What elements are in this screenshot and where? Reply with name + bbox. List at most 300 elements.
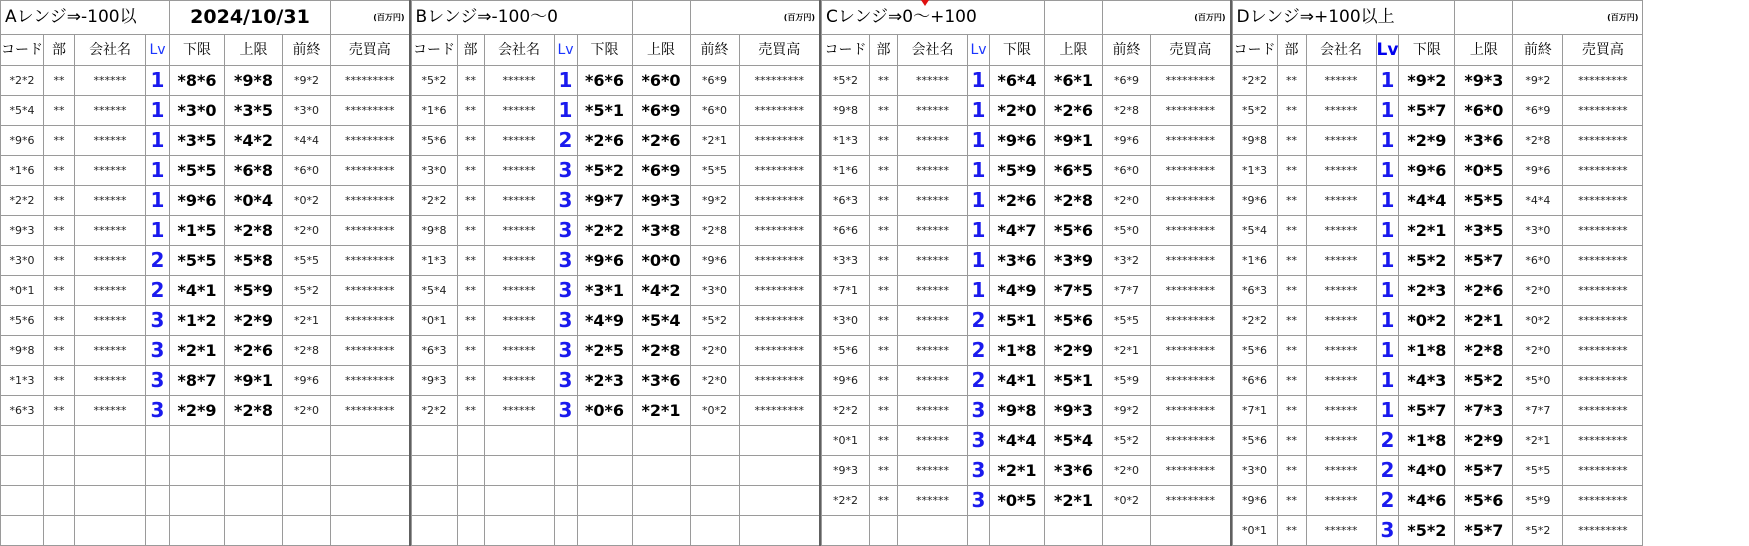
cell-prev-close[interactable]: *0*2	[690, 396, 739, 426]
empty-cell[interactable]	[739, 426, 820, 456]
cell-company[interactable]: ******	[898, 156, 968, 186]
cell-code[interactable]: *9*3	[411, 366, 457, 396]
cell-upper[interactable]: *7*3	[1455, 396, 1513, 426]
cell-volume[interactable]: *********	[1151, 486, 1231, 516]
cell-upper[interactable]: *2*9	[1045, 336, 1103, 366]
cell-lv[interactable]: 3	[554, 366, 577, 396]
empty-cell[interactable]	[225, 516, 283, 546]
cell-prev-close[interactable]: *6*0	[1513, 246, 1563, 276]
column-header-lower[interactable]: 下限	[1399, 35, 1455, 66]
column-header-code[interactable]: コード	[822, 35, 870, 66]
empty-cell[interactable]	[1045, 1, 1103, 35]
empty-cell[interactable]	[632, 456, 690, 486]
column-header-code[interactable]: コード	[1, 35, 44, 66]
cell-volume[interactable]: *********	[1151, 366, 1231, 396]
cell-code[interactable]: *5*6	[411, 126, 457, 156]
cell-dept[interactable]: **	[870, 276, 898, 306]
empty-cell[interactable]	[457, 486, 484, 516]
empty-cell[interactable]	[75, 456, 146, 486]
empty-cell[interactable]	[1103, 516, 1151, 546]
cell-dept[interactable]: **	[1277, 336, 1306, 366]
cell-dept[interactable]: **	[457, 336, 484, 366]
empty-cell[interactable]	[968, 516, 990, 546]
cell-lower[interactable]: *2*1	[990, 456, 1045, 486]
cell-code[interactable]: *3*0	[822, 306, 870, 336]
cell-prev-close[interactable]: *9*2	[690, 186, 739, 216]
empty-cell[interactable]	[1151, 516, 1231, 546]
cell-volume[interactable]: *********	[1563, 306, 1643, 336]
cell-code[interactable]: *6*3	[1, 396, 44, 426]
empty-cell[interactable]	[1, 426, 44, 456]
cell-volume[interactable]: *********	[331, 186, 410, 216]
cell-lower[interactable]: *2*2	[577, 216, 632, 246]
cell-volume[interactable]: *********	[331, 66, 410, 96]
unit-label[interactable]: (百万円)	[1103, 1, 1231, 35]
cell-prev-close[interactable]: *6*9	[1513, 96, 1563, 126]
cell-lower[interactable]: *1*8	[1399, 426, 1455, 456]
cell-volume[interactable]: *********	[1151, 66, 1231, 96]
empty-cell[interactable]	[44, 516, 75, 546]
cell-upper[interactable]: *6*8	[225, 156, 283, 186]
cell-upper[interactable]: *6*0	[1455, 96, 1513, 126]
column-header-dept[interactable]: 部	[870, 35, 898, 66]
cell-volume[interactable]: *********	[739, 276, 820, 306]
empty-cell[interactable]	[283, 516, 331, 546]
cell-code[interactable]: *7*1	[1232, 396, 1277, 426]
cell-lv[interactable]: 1	[968, 126, 990, 156]
column-header-company[interactable]: 会社名	[1306, 35, 1376, 66]
empty-cell[interactable]	[457, 516, 484, 546]
empty-cell[interactable]	[170, 516, 225, 546]
cell-upper[interactable]: *3*8	[632, 216, 690, 246]
empty-cell[interactable]	[690, 456, 739, 486]
cell-lower[interactable]: *3*6	[990, 246, 1045, 276]
cell-upper[interactable]: *0*4	[225, 186, 283, 216]
cell-dept[interactable]: **	[457, 246, 484, 276]
cell-volume[interactable]: *********	[1563, 336, 1643, 366]
cell-company[interactable]: ******	[75, 66, 146, 96]
empty-cell[interactable]	[632, 486, 690, 516]
cell-upper[interactable]: *2*1	[632, 396, 690, 426]
cell-code[interactable]: *9*6	[822, 366, 870, 396]
empty-cell[interactable]	[146, 456, 170, 486]
cell-code[interactable]: *1*6	[1, 156, 44, 186]
cell-upper[interactable]: *5*9	[225, 276, 283, 306]
cell-dept[interactable]: **	[1277, 186, 1306, 216]
cell-company[interactable]: ******	[1306, 516, 1376, 546]
cell-prev-close[interactable]: *9*6	[283, 366, 331, 396]
cell-volume[interactable]: *********	[1563, 456, 1643, 486]
cell-code[interactable]: *9*8	[1, 336, 44, 366]
cell-dept[interactable]: **	[457, 126, 484, 156]
cell-company[interactable]: ******	[1306, 216, 1376, 246]
cell-volume[interactable]: *********	[1151, 216, 1231, 246]
empty-cell[interactable]	[990, 516, 1045, 546]
cell-volume[interactable]: *********	[1151, 456, 1231, 486]
cell-dept[interactable]: **	[1277, 426, 1306, 456]
cell-upper[interactable]: *0*5	[1455, 156, 1513, 186]
cell-lower[interactable]: *9*2	[1399, 66, 1455, 96]
cell-dept[interactable]: **	[1277, 216, 1306, 246]
empty-cell[interactable]	[331, 516, 410, 546]
cell-volume[interactable]: *********	[1563, 276, 1643, 306]
empty-cell[interactable]	[1, 486, 44, 516]
empty-cell[interactable]	[170, 426, 225, 456]
empty-cell[interactable]	[283, 456, 331, 486]
cell-volume[interactable]: *********	[1563, 186, 1643, 216]
cell-dept[interactable]: **	[457, 186, 484, 216]
cell-lower[interactable]: *4*0	[1399, 456, 1455, 486]
cell-upper[interactable]: *6*9	[632, 156, 690, 186]
unit-label[interactable]: (百万円)	[331, 1, 410, 35]
cell-dept[interactable]: **	[44, 96, 75, 126]
cell-lv[interactable]: 1	[1376, 366, 1399, 396]
cell-company[interactable]: ******	[484, 156, 554, 186]
cell-lv[interactable]: 1	[968, 96, 990, 126]
cell-prev-close[interactable]: *2*0	[1103, 456, 1151, 486]
cell-dept[interactable]: **	[1277, 306, 1306, 336]
cell-lv[interactable]: 3	[968, 486, 990, 516]
cell-lv[interactable]: 3	[554, 216, 577, 246]
cell-upper[interactable]: *2*8	[225, 396, 283, 426]
cell-lower[interactable]: *4*7	[990, 216, 1045, 246]
cell-lower[interactable]: *2*1	[1399, 216, 1455, 246]
cell-prev-close[interactable]: *9*2	[283, 66, 331, 96]
column-header-upper[interactable]: 上限	[1045, 35, 1103, 66]
cell-dept[interactable]: **	[44, 246, 75, 276]
cell-lv[interactable]: 3	[554, 306, 577, 336]
cell-lower[interactable]: *5*7	[1399, 396, 1455, 426]
cell-lower[interactable]: *5*2	[577, 156, 632, 186]
cell-lv[interactable]: 2	[146, 246, 170, 276]
cell-dept[interactable]: **	[870, 96, 898, 126]
empty-cell[interactable]	[870, 516, 898, 546]
cell-upper[interactable]: *9*3	[632, 186, 690, 216]
cell-code[interactable]: *2*2	[411, 396, 457, 426]
cell-company[interactable]: ******	[898, 336, 968, 366]
cell-prev-close[interactable]: *2*8	[1513, 126, 1563, 156]
cell-volume[interactable]: *********	[331, 216, 410, 246]
cell-volume[interactable]: *********	[331, 96, 410, 126]
cell-company[interactable]: ******	[898, 276, 968, 306]
cell-lv[interactable]: 1	[968, 186, 990, 216]
cell-lv[interactable]: 1	[1376, 156, 1399, 186]
cell-volume[interactable]: *********	[1563, 396, 1643, 426]
cell-volume[interactable]: *********	[1151, 426, 1231, 456]
empty-cell[interactable]	[225, 426, 283, 456]
empty-cell[interactable]	[457, 456, 484, 486]
cell-code[interactable]: *5*6	[1232, 336, 1277, 366]
cell-company[interactable]: ******	[1306, 126, 1376, 156]
cell-lv[interactable]: 1	[1376, 336, 1399, 366]
cell-company[interactable]: ******	[75, 216, 146, 246]
cell-lower[interactable]: *9*6	[990, 126, 1045, 156]
cell-dept[interactable]: **	[1277, 156, 1306, 186]
cell-dept[interactable]: **	[457, 66, 484, 96]
range-title[interactable]: Aレンジ⇒-100以	[1, 1, 170, 35]
cell-code[interactable]: *9*6	[1, 126, 44, 156]
empty-cell[interactable]	[146, 516, 170, 546]
cell-lower[interactable]: *2*5	[577, 336, 632, 366]
cell-dept[interactable]: **	[1277, 396, 1306, 426]
cell-company[interactable]: ******	[898, 306, 968, 336]
cell-lv[interactable]: 1	[146, 186, 170, 216]
cell-lv[interactable]: 2	[968, 306, 990, 336]
cell-company[interactable]: ******	[1306, 66, 1376, 96]
cell-prev-close[interactable]: *3*0	[283, 96, 331, 126]
cell-code[interactable]: *5*4	[411, 276, 457, 306]
cell-company[interactable]: ******	[484, 336, 554, 366]
cell-lower[interactable]: *4*9	[577, 306, 632, 336]
cell-code[interactable]: *7*1	[822, 276, 870, 306]
cell-code[interactable]: *2*2	[411, 186, 457, 216]
cell-prev-close[interactable]: *0*2	[1103, 486, 1151, 516]
empty-cell[interactable]	[1, 516, 44, 546]
cell-lower[interactable]: *1*2	[170, 306, 225, 336]
cell-lv[interactable]: 1	[146, 156, 170, 186]
cell-lv[interactable]: 1	[968, 66, 990, 96]
range-title[interactable]: Bレンジ⇒-100～0	[411, 1, 632, 35]
cell-upper[interactable]: *5*6	[1045, 306, 1103, 336]
cell-volume[interactable]: *********	[331, 366, 410, 396]
cell-lv[interactable]: 3	[554, 246, 577, 276]
empty-cell[interactable]	[457, 426, 484, 456]
column-header-lv[interactable]: Lv	[968, 35, 990, 66]
cell-lower[interactable]: *3*0	[170, 96, 225, 126]
cell-code[interactable]: *3*3	[822, 246, 870, 276]
cell-lv[interactable]: 1	[968, 246, 990, 276]
cell-lv[interactable]: 1	[1376, 276, 1399, 306]
cell-upper[interactable]: *6*0	[632, 66, 690, 96]
cell-dept[interactable]: **	[870, 66, 898, 96]
cell-lower[interactable]: *4*4	[1399, 186, 1455, 216]
cell-code[interactable]: *0*1	[1, 276, 44, 306]
cell-prev-close[interactable]: *2*0	[1103, 186, 1151, 216]
cell-upper[interactable]: *2*8	[1455, 336, 1513, 366]
cell-company[interactable]: ******	[484, 126, 554, 156]
cell-prev-close[interactable]: *4*4	[1513, 186, 1563, 216]
cell-prev-close[interactable]: *2*8	[690, 216, 739, 246]
cell-code[interactable]: *9*8	[822, 96, 870, 126]
cell-volume[interactable]: *********	[739, 156, 820, 186]
cell-lv[interactable]: 1	[146, 126, 170, 156]
cell-company[interactable]: ******	[898, 126, 968, 156]
cell-upper[interactable]: *2*6	[225, 336, 283, 366]
cell-company[interactable]: ******	[75, 306, 146, 336]
cell-dept[interactable]: **	[1277, 486, 1306, 516]
cell-upper[interactable]: *2*8	[225, 216, 283, 246]
cell-lv[interactable]: 2	[968, 366, 990, 396]
cell-volume[interactable]: *********	[1563, 96, 1643, 126]
cell-code[interactable]: *5*4	[1232, 216, 1277, 246]
empty-cell[interactable]	[898, 516, 968, 546]
empty-cell[interactable]	[739, 456, 820, 486]
column-header-prev-close[interactable]: 前終	[283, 35, 331, 66]
report-date[interactable]: 2024/10/31	[170, 1, 331, 35]
cell-upper[interactable]: *5*4	[1045, 426, 1103, 456]
cell-lower[interactable]: *5*1	[577, 96, 632, 126]
cell-volume[interactable]: *********	[739, 336, 820, 366]
cell-volume[interactable]: *********	[1563, 66, 1643, 96]
cell-code[interactable]: *5*2	[822, 66, 870, 96]
cell-lv[interactable]: 1	[1376, 246, 1399, 276]
cell-upper[interactable]: *5*7	[1455, 516, 1513, 546]
column-header-dept[interactable]: 部	[1277, 35, 1306, 66]
column-header-lower[interactable]: 下限	[990, 35, 1045, 66]
cell-upper[interactable]: *5*6	[1045, 216, 1103, 246]
column-header-dept[interactable]: 部	[44, 35, 75, 66]
cell-prev-close[interactable]: *2*0	[1513, 276, 1563, 306]
cell-company[interactable]: ******	[1306, 246, 1376, 276]
cell-code[interactable]: *2*2	[1, 186, 44, 216]
cell-company[interactable]: ******	[1306, 336, 1376, 366]
cell-dept[interactable]: **	[1277, 96, 1306, 126]
cell-lv[interactable]: 1	[146, 66, 170, 96]
cell-prev-close[interactable]: *5*2	[690, 306, 739, 336]
column-header-prev-close[interactable]: 前終	[690, 35, 739, 66]
cell-upper[interactable]: *2*6	[1045, 96, 1103, 126]
cell-lower[interactable]: *2*9	[1399, 126, 1455, 156]
cell-prev-close[interactable]: *2*0	[1513, 336, 1563, 366]
column-header-volume[interactable]: 売買高	[331, 35, 410, 66]
empty-cell[interactable]	[283, 486, 331, 516]
cell-volume[interactable]: *********	[331, 396, 410, 426]
cell-dept[interactable]: **	[870, 336, 898, 366]
cell-upper[interactable]: *4*2	[225, 126, 283, 156]
cell-prev-close[interactable]: *6*0	[283, 156, 331, 186]
cell-upper[interactable]: *0*0	[632, 246, 690, 276]
cell-lv[interactable]: 1	[1376, 96, 1399, 126]
empty-cell[interactable]	[1, 456, 44, 486]
cell-code[interactable]: *9*3	[1, 216, 44, 246]
column-header-volume[interactable]: 売買高	[739, 35, 820, 66]
cell-prev-close[interactable]: *3*0	[1513, 216, 1563, 246]
column-header-lv[interactable]: Lv	[146, 35, 170, 66]
cell-lower[interactable]: *5*7	[1399, 96, 1455, 126]
cell-upper[interactable]: *3*5	[1455, 216, 1513, 246]
empty-cell[interactable]	[44, 486, 75, 516]
cell-company[interactable]: ******	[898, 66, 968, 96]
cell-prev-close[interactable]: *5*9	[1103, 366, 1151, 396]
cell-lv[interactable]: 3	[554, 336, 577, 366]
cell-lower[interactable]: *9*6	[577, 246, 632, 276]
cell-prev-close[interactable]: *5*0	[1103, 216, 1151, 246]
cell-lower[interactable]: *2*3	[1399, 276, 1455, 306]
cell-company[interactable]: ******	[898, 456, 968, 486]
cell-lv[interactable]: 3	[554, 156, 577, 186]
cell-lv[interactable]: 1	[1376, 66, 1399, 96]
cell-upper[interactable]: *5*7	[1455, 456, 1513, 486]
cell-dept[interactable]: **	[1277, 276, 1306, 306]
cell-upper[interactable]: *3*6	[1455, 126, 1513, 156]
cell-volume[interactable]: *********	[1563, 426, 1643, 456]
column-header-lv[interactable]: Lv	[1376, 35, 1399, 66]
cell-upper[interactable]: *6*1	[1045, 66, 1103, 96]
cell-volume[interactable]: *********	[1151, 96, 1231, 126]
cell-upper[interactable]: *5*6	[1455, 486, 1513, 516]
cell-dept[interactable]: **	[1277, 126, 1306, 156]
cell-company[interactable]: ******	[1306, 456, 1376, 486]
cell-upper[interactable]: *2*8	[632, 336, 690, 366]
cell-upper[interactable]: *9*1	[225, 366, 283, 396]
cell-prev-close[interactable]: *0*2	[1513, 306, 1563, 336]
cell-prev-close[interactable]: *9*2	[1103, 396, 1151, 426]
cell-volume[interactable]: *********	[1151, 276, 1231, 306]
cell-lv[interactable]: 3	[554, 186, 577, 216]
empty-cell[interactable]	[577, 516, 632, 546]
cell-prev-close[interactable]: *2*1	[1103, 336, 1151, 366]
cell-upper[interactable]: *9*1	[1045, 126, 1103, 156]
cell-dept[interactable]: **	[870, 156, 898, 186]
cell-prev-close[interactable]: *2*0	[283, 216, 331, 246]
empty-cell[interactable]	[632, 516, 690, 546]
cell-code[interactable]: *6*3	[1232, 276, 1277, 306]
cell-lv[interactable]: 3	[554, 396, 577, 426]
cell-company[interactable]: ******	[484, 306, 554, 336]
cell-company[interactable]: ******	[898, 396, 968, 426]
column-header-lower[interactable]: 下限	[577, 35, 632, 66]
cell-company[interactable]: ******	[75, 96, 146, 126]
cell-lv[interactable]: 2	[968, 336, 990, 366]
empty-cell[interactable]	[690, 486, 739, 516]
cell-dept[interactable]: **	[1277, 66, 1306, 96]
cell-dept[interactable]: **	[1277, 366, 1306, 396]
cell-lv[interactable]: 3	[146, 396, 170, 426]
cell-lower[interactable]: *4*9	[990, 276, 1045, 306]
cell-code[interactable]: *9*6	[1232, 486, 1277, 516]
cell-prev-close[interactable]: *5*9	[1513, 486, 1563, 516]
cell-dept[interactable]: **	[457, 396, 484, 426]
cell-dept[interactable]: **	[457, 276, 484, 306]
cell-lower[interactable]: *9*6	[1399, 156, 1455, 186]
cell-company[interactable]: ******	[898, 96, 968, 126]
cell-company[interactable]: ******	[75, 156, 146, 186]
empty-cell[interactable]	[283, 426, 331, 456]
cell-lower[interactable]: *5*1	[990, 306, 1045, 336]
cell-volume[interactable]: *********	[739, 216, 820, 246]
cell-code[interactable]: *9*8	[411, 216, 457, 246]
unit-label[interactable]: (百万円)	[690, 1, 820, 35]
column-header-lower[interactable]: 下限	[170, 35, 225, 66]
cell-volume[interactable]: *********	[1563, 156, 1643, 186]
empty-cell[interactable]	[554, 486, 577, 516]
cell-company[interactable]: ******	[898, 246, 968, 276]
cell-volume[interactable]: *********	[739, 186, 820, 216]
cell-code[interactable]: *6*6	[1232, 366, 1277, 396]
cell-company[interactable]: ******	[484, 396, 554, 426]
cell-volume[interactable]: *********	[739, 306, 820, 336]
cell-code[interactable]: *3*0	[1, 246, 44, 276]
cell-code[interactable]: *0*1	[822, 426, 870, 456]
cell-lv[interactable]: 2	[1376, 426, 1399, 456]
cell-lower[interactable]: *5*2	[1399, 246, 1455, 276]
cell-company[interactable]: ******	[898, 426, 968, 456]
cell-lv[interactable]: 2	[1376, 456, 1399, 486]
cell-company[interactable]: ******	[898, 216, 968, 246]
range-title[interactable]: Cレンジ⇒0～+100	[822, 1, 1045, 35]
empty-cell[interactable]	[75, 426, 146, 456]
cell-code[interactable]: *5*6	[1, 306, 44, 336]
empty-cell[interactable]	[411, 516, 457, 546]
cell-company[interactable]: ******	[1306, 396, 1376, 426]
cell-volume[interactable]: *********	[1151, 396, 1231, 426]
cell-code[interactable]: *3*0	[1232, 456, 1277, 486]
cell-company[interactable]: ******	[1306, 426, 1376, 456]
cell-upper[interactable]: *5*7	[1455, 246, 1513, 276]
cell-prev-close[interactable]: *2*1	[690, 126, 739, 156]
cell-upper[interactable]: *2*1	[1455, 306, 1513, 336]
cell-code[interactable]: *1*3	[411, 246, 457, 276]
